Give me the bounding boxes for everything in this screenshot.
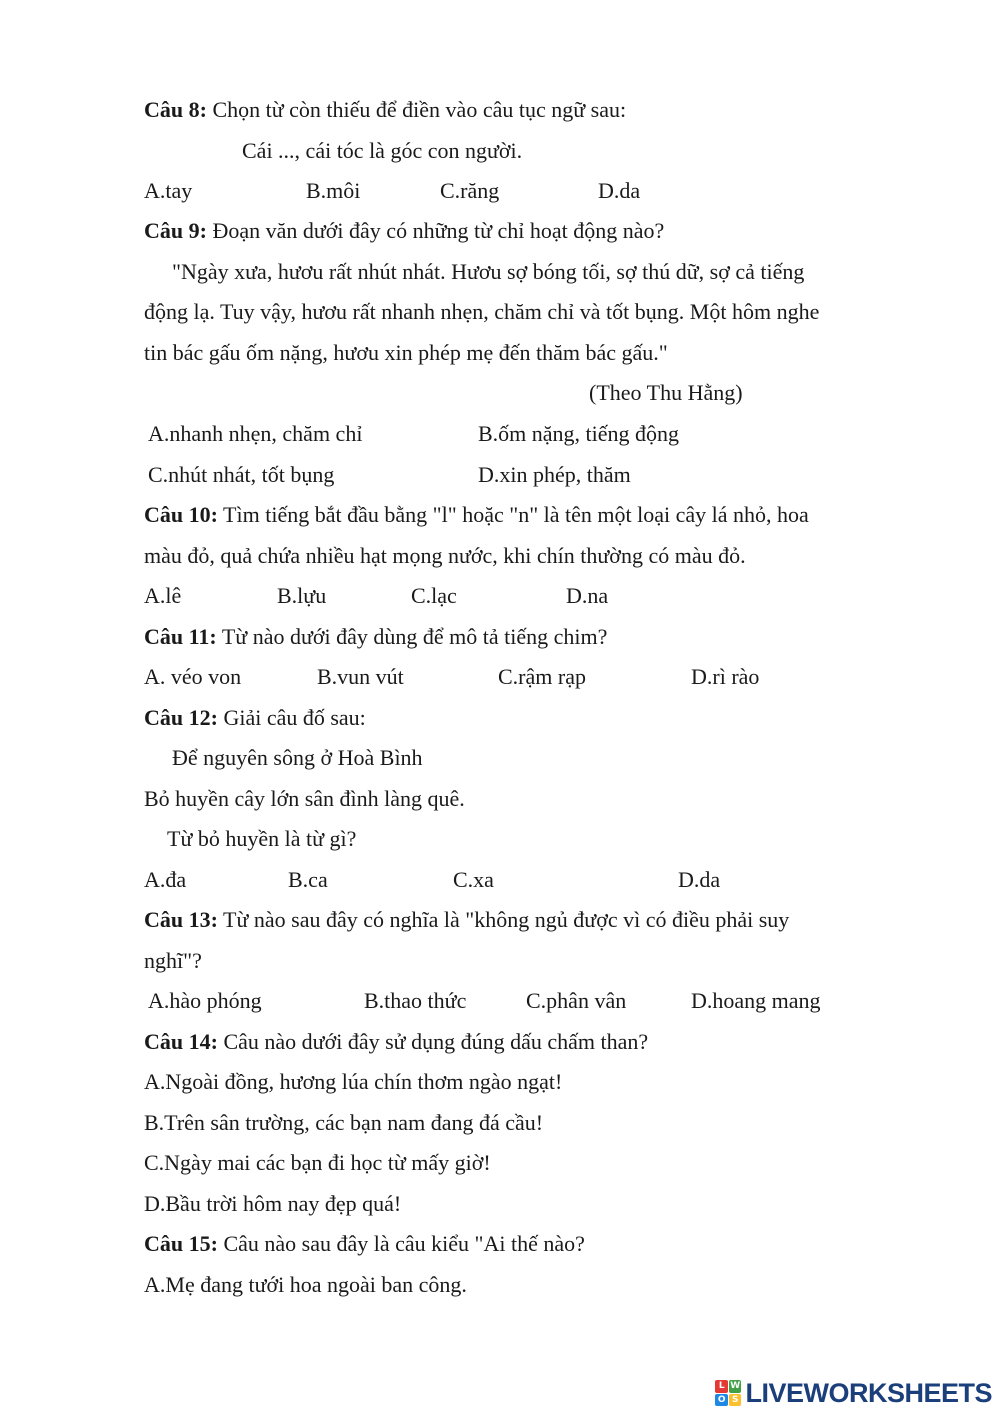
question-8-label: Câu 8: (144, 97, 207, 122)
passage-line: "Ngày xưa, hươu rất nhút nhát. Hươu sợ bóng tối, sợ thú dữ, sợ cả tiếng (172, 259, 805, 284)
q12-option-c[interactable]: C.xa (453, 867, 494, 892)
q11-option-b[interactable]: B.vun vút (317, 664, 404, 689)
q10-option-b[interactable]: B.lựu (277, 583, 327, 608)
q12-option-a[interactable]: A.đa (144, 867, 187, 892)
question-14-label: Câu 14: (144, 1029, 218, 1054)
question-13-label: Câu 13: (144, 907, 218, 932)
question-9-prompt (144, 218, 664, 244)
q15-option-a[interactable]: A.Mẹ đang tưới hoa ngoài ban công. (144, 1272, 467, 1297)
question-15-text: Câu nào sau đây là câu kiểu "Ai thế nào? (217, 1231, 585, 1256)
q9-option-a[interactable]: A.nhanh nhẹn, chăm chỉ (148, 421, 363, 446)
question-15-prompt (144, 1231, 585, 1257)
question-14-text: Câu nào dưới đây sử dụng đúng dấu chấm than? (217, 1029, 649, 1054)
passage-line: động lạ. Tuy vậy, hươu rất nhanh nhẹn, chăm chỉ và tốt bụng. Một hôm nghe (144, 299, 820, 324)
q8-option-c[interactable]: C.răng (440, 178, 500, 203)
question-12-label: Câu 12: (144, 705, 218, 730)
q11-option-c[interactable]: C.rậm rạp (498, 664, 586, 689)
passage-line: tin bác gấu ốm nặng, hươu xin phép mẹ đến thăm bác gấu." (144, 340, 668, 365)
passage-source: (Theo Thu Hằng) (589, 380, 743, 405)
logo-tile: W (730, 1381, 741, 1391)
question-10-prompt (144, 502, 809, 528)
question-12-prompt (144, 705, 366, 731)
q13-option-c[interactable]: C.phân vân (526, 988, 627, 1013)
q13-option-b[interactable]: B.thao thức (364, 988, 467, 1013)
logo-tile: L (715, 1380, 728, 1393)
q8-option-d[interactable]: D.da (598, 178, 641, 203)
liveworksheets-icon (715, 1380, 741, 1406)
question-13-prompt (144, 907, 789, 933)
question-14-prompt (144, 1029, 648, 1055)
q10-option-d[interactable]: D.na (566, 583, 609, 608)
q10-option-c[interactable]: C.lạc (411, 583, 457, 608)
question-9-text: Đoạn văn dưới đây có những từ chỉ hoạt động nào? (206, 218, 665, 243)
question-10-label: Câu 10: (144, 502, 218, 527)
q12-option-d[interactable]: D.da (678, 867, 721, 892)
question-8-prompt (144, 97, 626, 123)
q14-option-b[interactable]: B.Trên sân trường, các bạn nam đang đá cầu! (144, 1110, 544, 1135)
question-11-label: Câu 11: (144, 624, 217, 649)
q14-option-a[interactable]: A.Ngoài đồng, hương lúa chín thơm ngào ngạt! (144, 1069, 563, 1094)
q14-option-d[interactable]: D.Bầu trời hôm nay đẹp quá! (144, 1191, 402, 1216)
question-10-text: Tìm tiếng bắt đầu bằng "l" hoặc "n" là tên một loại cây lá nhỏ, hoa (217, 502, 809, 527)
logo-tile: O (715, 1394, 728, 1407)
q14-option-c[interactable]: C.Ngày mai các bạn đi học từ mấy giờ! (144, 1150, 491, 1175)
q11-option-a[interactable]: A. véo von (144, 664, 242, 689)
riddle-line: Từ bỏ huyền là từ gì? (167, 826, 357, 851)
question-11-text: Từ nào dưới đây dùng để mô tả tiếng chim? (216, 624, 608, 649)
riddle-line: Để nguyên sông ở Hoà Bình (172, 745, 423, 770)
q12-option-b[interactable]: B.ca (288, 867, 328, 892)
logo-tile: S (729, 1394, 742, 1407)
q13-option-d[interactable]: D.hoang mang (691, 988, 821, 1013)
q8-option-b[interactable]: B.môi (306, 178, 361, 203)
question-13-text-cont: nghĩ"? (144, 948, 202, 973)
question-8-proverb: Cái ..., cái tóc là góc con người. (242, 138, 523, 163)
question-15-label: Câu 15: (144, 1231, 218, 1256)
question-12-text: Giải câu đố sau: (217, 705, 366, 730)
q13-option-a[interactable]: A.hào phóng (148, 988, 262, 1013)
q9-option-c[interactable]: C.nhút nhát, tốt bụng (148, 462, 335, 487)
brand-name: LIVEWORKSHEETS (745, 1377, 992, 1408)
liveworksheets-logo (715, 1378, 992, 1408)
question-9-label: Câu 9: (144, 218, 207, 243)
q10-option-a[interactable]: A.lê (144, 583, 182, 608)
question-8-text: Chọn từ còn thiếu để điền vào câu tục ngữ sau: (206, 97, 627, 122)
q11-option-d[interactable]: D.rì rào (691, 664, 760, 689)
q9-option-b[interactable]: B.ốm nặng, tiếng động (478, 421, 680, 446)
q8-option-a[interactable]: A.tay (144, 178, 193, 203)
riddle-line: Bỏ huyền cây lớn sân đình làng quê. (144, 786, 465, 811)
question-10-text-cont: màu đỏ, quả chứa nhiều hạt mọng nước, khi chín thường có màu đỏ. (144, 543, 746, 568)
question-13-text: Từ nào sau đây có nghĩa là "không ngủ được vì có điều phải suy (217, 907, 790, 932)
q9-option-d[interactable]: D.xin phép, thăm (478, 462, 631, 487)
question-11-prompt (144, 624, 607, 650)
